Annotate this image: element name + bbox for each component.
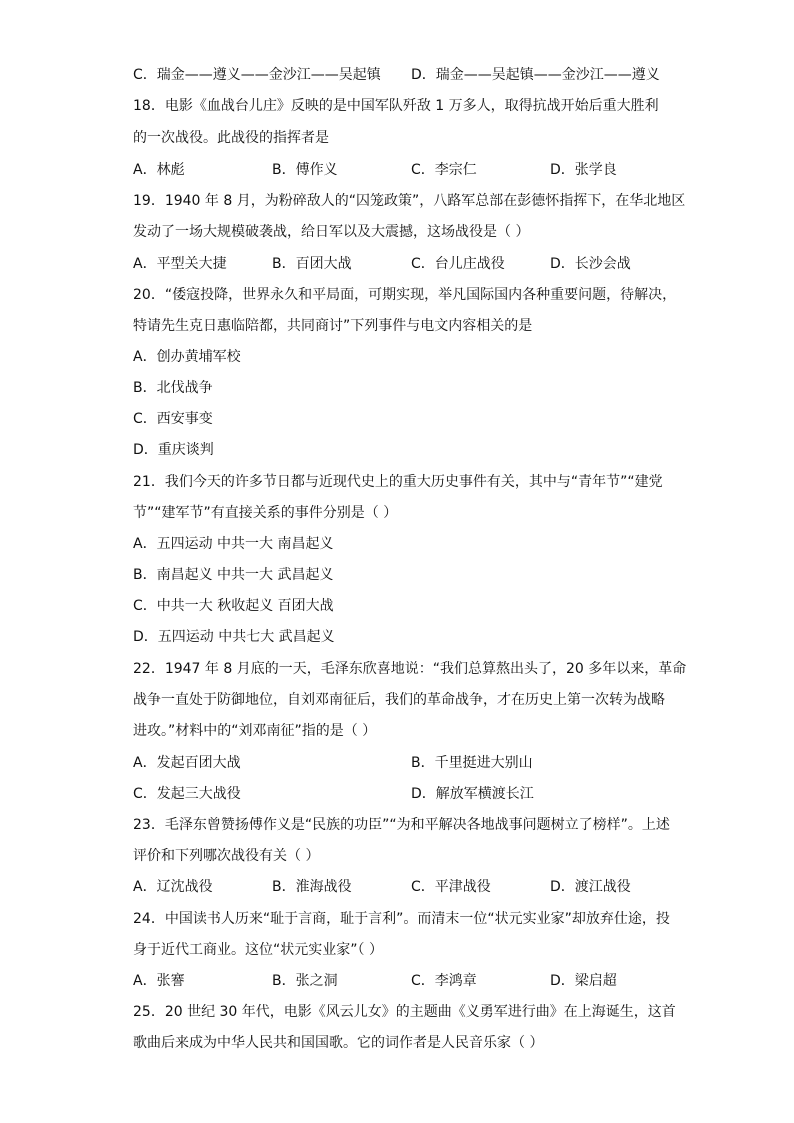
q20-option-c[interactable]: C．西安事变 [133,411,213,427]
q24-stem-line-1: 24．中国读书人历来“耻于言商，耻于言利”。而清末一位“状元实业家”却放弃仕途，投 [133,911,670,927]
q24-option-d[interactable]: D．梁启超 [550,973,617,989]
q17-option-d[interactable]: D．瑞金——吴起镇——金沙江——遵义 [411,67,660,83]
q22-option-b[interactable]: B．千里挺进大别山 [411,755,533,771]
q24-stem-line-2: 身于近代工商业。这位“状元实业家”（ ） [133,942,383,958]
q20-option-a[interactable]: A．创办黄埔军校 [133,349,241,365]
q22-option-a[interactable]: A．发起百团大战 [133,755,241,771]
q21-option-a[interactable]: A．五四运动 中共一大 南昌起义 [133,536,334,552]
q21-option-c[interactable]: C．中共一大 秋收起义 百团大战 [133,598,334,614]
q25-stem-line-1: 25．20 世纪 30 年代，电影《风云儿女》的主题曲《义勇军进行曲》在上海诞生，这首 [133,1004,676,1020]
q22-option-d[interactable]: D．解放军横渡长江 [411,786,534,802]
q22-stem-line-2: 战争一直处于防御地位，自刘邓南征后，我们的革命战争，才在历史上第一次转为战略 [133,692,665,708]
q19-option-d[interactable]: D．长沙会战 [550,256,631,272]
q17-option-c[interactable]: C．瑞金——遵义——金沙江——吴起镇 [133,67,381,83]
q22-option-c[interactable]: C．发起三大战役 [133,786,241,802]
q21-option-b[interactable]: B．南昌起义 中共一大 武昌起义 [133,567,334,583]
q18-option-c[interactable]: C．李宗仁 [411,162,477,178]
q19-stem-line-2: 发动了一场大规模破袭战，给日军以及大震撼，这场战役是（ ） [133,224,530,240]
q19-option-a[interactable]: A．平型关大捷 [133,256,227,272]
q18-stem-line-2: 的一次战役。此战役的指挥者是 [133,130,329,146]
q23-stem-line-1: 23．毛泽东曾赞扬傅作义是“民族的功臣”“为和平解决各地战事问题树立了榜样”。上述 [133,817,670,833]
q19-stem-line-1: 19．1940 年 8 月，为粉碎敌人的“囚笼政策”，八路军总部在彭德怀指挥下，在华北地区 [133,193,686,209]
q23-option-a[interactable]: A．辽沈战役 [133,879,213,895]
q23-stem-line-2: 评价和下列哪次战役有关（ ） [133,848,320,864]
q24-option-b[interactable]: B．张之洞 [272,973,338,989]
q20-option-d[interactable]: D．重庆谈判 [133,442,214,458]
q25-stem-line-2: 歌曲后来成为中华人民共和国国歌。它的词作者是人民音乐家（ ） [133,1035,544,1051]
q18-option-b[interactable]: B．傅作义 [272,162,338,178]
q19-option-b[interactable]: B．百团大战 [272,256,352,272]
q18-option-a[interactable]: A．林彪 [133,162,185,178]
q21-stem-line-1: 21．我们今天的许多节日都与近现代史上的重大历史事件有关，其中与“青年节”“建党 [133,474,663,490]
q18-option-d[interactable]: D．张学良 [550,162,617,178]
q20-stem-line-1: 20．“倭寇投降，世界永久和平局面，可期实现，举凡国际国内各种重要问题，待解决， [133,287,677,303]
q23-option-c[interactable]: C．平津战役 [411,879,491,895]
q24-option-a[interactable]: A．张謇 [133,973,185,989]
q23-option-d[interactable]: D．渡江战役 [550,879,631,895]
q24-option-c[interactable]: C．李鸿章 [411,973,477,989]
q20-stem-line-2: 特请先生克日惠临陪都，共同商讨”下列事件与电文内容相关的是 [133,318,533,334]
q21-stem-line-2: 节”“建军节”有直接关系的事件分别是（ ） [133,505,398,521]
q21-option-d[interactable]: D．五四运动 中共七大 武昌起义 [133,629,335,645]
q20-option-b[interactable]: B．北伐战争 [133,380,213,396]
q19-option-c[interactable]: C．台儿庄战役 [411,256,505,272]
q23-option-b[interactable]: B．淮海战役 [272,879,352,895]
q22-stem-line-3: 进攻。”材料中的“刘邓南征”指的是（ ） [133,723,377,739]
q22-stem-line-1: 22．1947 年 8 月底的一天，毛泽东欣喜地说：“我们总算熬出头了，20 多年以来，革命 [133,661,687,677]
q18-stem-line-1: 18．电影《血战台儿庄》反映的是中国军队歼敌 1 万多人，取得抗战开始后重大胜利 [133,98,659,114]
